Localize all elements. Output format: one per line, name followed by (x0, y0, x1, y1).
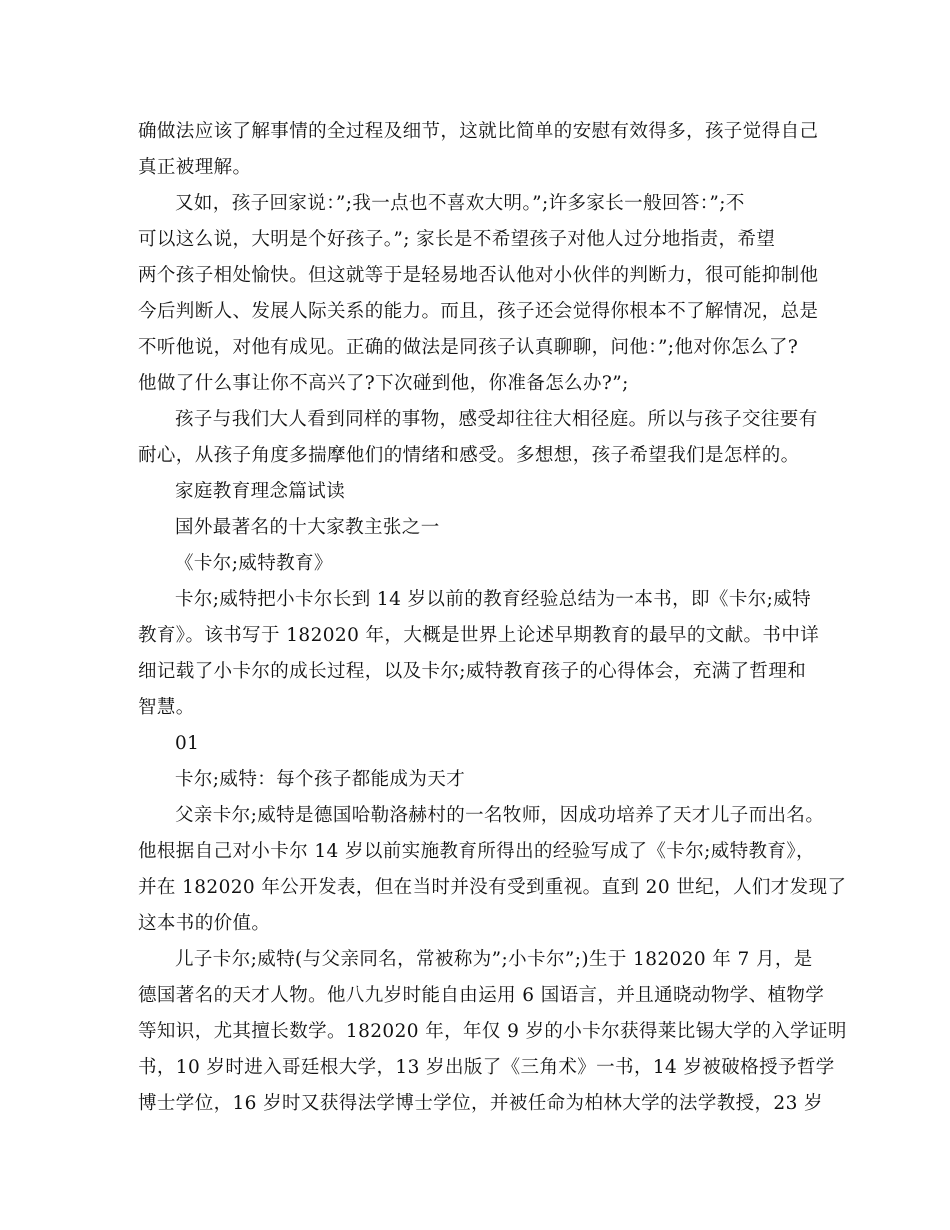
text-line: 博士学位，16 岁时又获得法学博士学位，并被任命为柏林大学的法学教授，23 岁 (138, 1093, 823, 1114)
text-line: 书，10 岁时进入哥廷根大学，13 岁出版了《三角术》一书，14 岁被破格授予哲学 (138, 1057, 835, 1078)
text-line: 父亲卡尔;威特是德国哈勒洛赫村的一名牧师，因成功培养了天才儿子而出名。 (175, 805, 825, 826)
text-line: 耐心，从孩子角度多揣摩他们的情绪和感受。多想想，孩子希望我们是怎样的。 (138, 445, 800, 466)
text-line: 他根据自己对小卡尔 14 岁以前实施教育所得出的经验写成了《卡尔;威特教育》， (138, 841, 815, 862)
text-line: 并在 182020 年公开发表，但在当时并没有受到重视。直到 20 世纪，人们才发现了 (138, 877, 847, 898)
text-line: 这本书的价值。 (138, 913, 271, 934)
text-line: 教育》。该书写于 182020 年，大概是世界上论述早期教育的最早的文献。书中详 (138, 625, 820, 646)
text-line: 又如，孩子回家说：”;我一点也不喜欢大明。”;许多家长一般回答：”;不 (175, 193, 745, 214)
section-heading: 家庭教育理念篇试读 (175, 481, 346, 502)
text-line: 孩子与我们大人看到同样的事物，感受却往往大相径庭。所以与孩子交往要有 (175, 409, 818, 430)
text-line: 可以这么说，大明是个好孩子。”; 家长是不希望孩子对他人过分地指责，希望 (138, 229, 776, 250)
text-line: 他做了什么事让你不高兴了?下次碰到他，你准备怎么办?”; (138, 373, 629, 394)
book-title: 《卡尔;威特教育》 (175, 553, 333, 574)
text-line: 儿子卡尔;威特(与父亲同名，常被称为”;小卡尔”;)生于 182020 年 7 月，是 (175, 949, 813, 970)
text-line: 今后判断人、发展人际关系的能力。而且，孩子还会觉得你根本不了解情况，总是 (138, 301, 819, 322)
text-line: 细记载了小卡尔的成长过程，以及卡尔;威特教育孩子的心得体会，充满了哲理和 (138, 661, 807, 682)
text-line: 智慧。 (138, 697, 195, 718)
text-line: 确做法应该了解事情的全过程及细节，这就比简单的安慰有效得多，孩子觉得自己 (138, 121, 819, 142)
text-line: 等知识，尤其擅长数学。182020 年，年仅 9 岁的小卡尔获得莱比锡大学的入学证明 (138, 1021, 847, 1042)
text-line: 卡尔;威特把小卡尔长到 14 岁以前的教育经验总结为一本书，即《卡尔;威特 (175, 589, 812, 610)
section-heading: 卡尔;威特：每个孩子都能成为天才 (175, 769, 466, 790)
section-number: 01 (175, 733, 200, 754)
text-line: 不听他说，对他有成见。正确的做法是同孩子认真聊聊，问他：”;他对你怎么了? (138, 337, 799, 358)
section-heading: 国外最著名的十大家教主张之一 (175, 517, 440, 538)
text-line: 两个孩子相处愉快。但这就等于是轻易地否认他对小伙伴的判断力，很可能抑制他 (138, 265, 819, 286)
text-line: 真正被理解。 (138, 157, 252, 178)
text-line: 德国著名的天才人物。他八九岁时能自由运用 6 国语言，并且通晓动物学、植物学 (138, 985, 825, 1006)
